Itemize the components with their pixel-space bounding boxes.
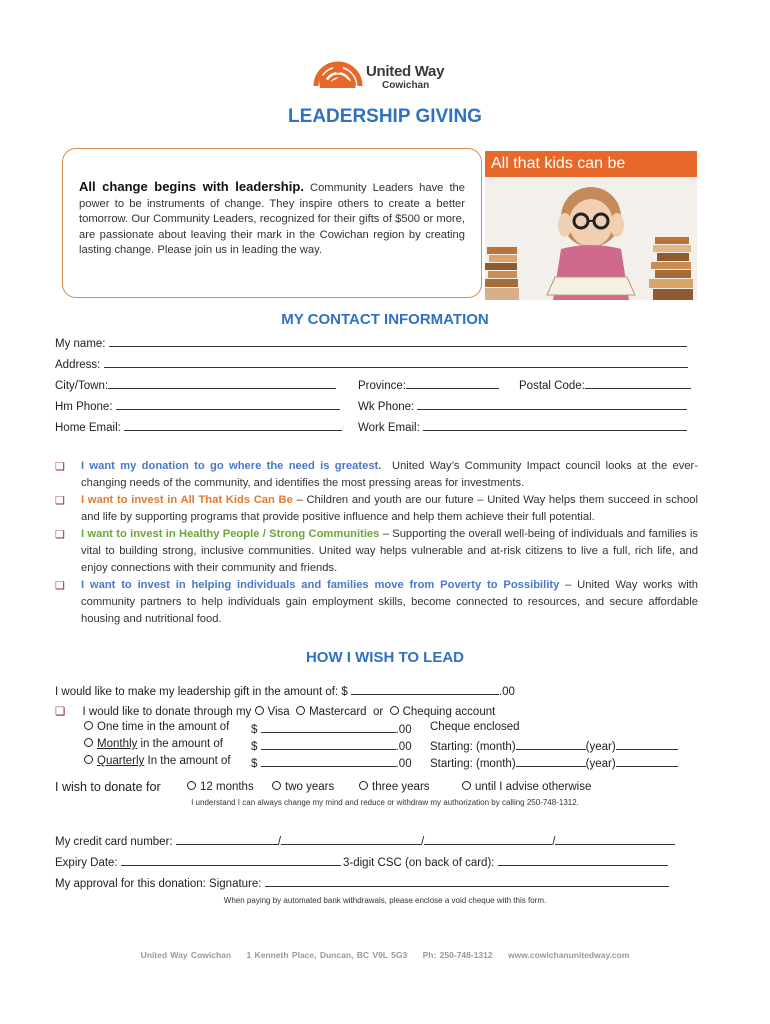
quarterly-amount-label: In the amount of xyxy=(147,755,231,767)
work-email-label: Work Email: xyxy=(358,422,420,434)
authorization-note: I understand I can always change my mind and reduce or withdraw my authorization by calling 250-748-1312. xyxy=(191,798,579,807)
or-label: or xyxy=(372,706,384,718)
monthly-amount xyxy=(251,738,412,753)
signature-field[interactable] xyxy=(265,875,669,887)
city-label: City/Town: xyxy=(55,380,109,392)
checkbox-icon[interactable]: ❏ xyxy=(55,461,65,473)
quarterly-start xyxy=(430,755,678,770)
expiry-field[interactable] xyxy=(121,854,341,866)
contact-heading: MY CONTACT INFORMATION xyxy=(281,311,489,328)
one-time-radio[interactable] xyxy=(84,721,93,730)
option-poverty[interactable] xyxy=(55,577,698,628)
cents-label: .00 xyxy=(395,758,412,770)
intro-text: All change begins with leadership. Community Leaders have the power to be instruments of change. They inspire others to create a better tomorrow. Our Community Leaders, recognized for their gifts of $500 or more, are passionate about leaving their mark in the Cowichan region by creating lasting change. Please join us in leading the way. xyxy=(79,179,465,256)
postal-field[interactable] xyxy=(585,377,691,389)
footer-org: United Way Cowichan xyxy=(140,950,232,960)
footer-web[interactable]: www.cowichanunitedway.com xyxy=(508,950,630,960)
option-4-text: – United Way works with community partners to help individuals gain employment skills, become connected to resources, and secure affordable housing and nutritional food. xyxy=(81,579,699,625)
address-label: Address: xyxy=(55,359,101,371)
united-way-logo xyxy=(312,42,462,94)
logo-name: United Way xyxy=(366,63,445,80)
home-email-label: Home Email: xyxy=(55,422,121,434)
address-field[interactable] xyxy=(104,356,688,368)
cents-label: .00 xyxy=(395,741,412,753)
monthly-amount-label: in the amount of xyxy=(140,738,223,750)
monthly-radio[interactable] xyxy=(84,738,93,747)
visa-radio[interactable] xyxy=(255,706,264,715)
void-cheque-note: When paying by automated bank withdrawals, please enclose a void cheque with this form. xyxy=(223,896,547,905)
one-time-amount-field[interactable] xyxy=(261,721,396,733)
dollar-sign: $ xyxy=(251,741,258,753)
option-1-text: United Way’s Community Impact council looks at the ever-changing needs of the community, and identifies the most pressing areas for investments. xyxy=(81,460,699,489)
duration-until-advise[interactable] xyxy=(462,781,591,793)
csc-label: 3-digit CSC (on back of card): xyxy=(343,857,495,869)
one-time-amount xyxy=(251,721,412,736)
checkbox-icon[interactable]: ❏ xyxy=(55,495,65,507)
approval-row xyxy=(55,875,669,890)
monthly-row xyxy=(84,738,223,750)
radio-icon[interactable] xyxy=(462,781,471,790)
gift-row xyxy=(55,683,515,698)
hm-phone-row xyxy=(55,398,340,413)
quarterly-start-month-field[interactable] xyxy=(516,755,586,767)
checkbox-icon[interactable]: ❏ xyxy=(55,706,66,718)
photo-banner: All that kids can be xyxy=(485,151,697,177)
footer-address: 1 Kenneth Place, Duncan, BC V9L 5G3 xyxy=(246,950,408,960)
csc-row xyxy=(343,854,668,869)
province-field[interactable] xyxy=(406,377,499,389)
checkbox-icon[interactable]: ❏ xyxy=(55,529,65,541)
monthly-start-year-field[interactable] xyxy=(616,738,678,750)
donate-through-row xyxy=(55,704,495,718)
name-label: My name: xyxy=(55,338,106,350)
card-part-1-field[interactable] xyxy=(176,833,278,845)
card-part-3-field[interactable] xyxy=(424,833,552,845)
intro-heading: All change begins with leadership xyxy=(79,179,301,194)
duration-three-years[interactable] xyxy=(359,781,430,793)
visa-label: Visa xyxy=(267,706,290,718)
footer xyxy=(0,950,770,960)
logo-sub: Cowichan xyxy=(382,80,430,91)
option-greatest-need[interactable] xyxy=(55,458,698,492)
checkbox-icon[interactable]: ❏ xyxy=(55,580,65,592)
option-4-title: I want to invest in helping individuals and families move from Poverty to Possibility xyxy=(81,579,560,591)
gift-amount-field[interactable] xyxy=(351,683,499,695)
intro-body: Community Leaders have the power to be instruments of change. They inspire others to create a better tomorrow. Our Community Leaders, recognized for their gifts of $500 or more, are passionate about leaving their mark in the Cowichan region by creating lasting change. Please join us in leading the way. xyxy=(79,182,465,256)
kids-photo xyxy=(485,151,697,300)
dollar-sign: $ xyxy=(251,724,258,736)
hm-phone-field[interactable] xyxy=(116,398,340,410)
credit-card-row: My credit card number: / / / xyxy=(55,833,675,848)
one-time-label: One time in the amount of xyxy=(97,721,230,733)
quarterly-amount xyxy=(251,755,412,770)
quarterly-row xyxy=(84,755,231,767)
gift-label: I would like to make my leadership gift in the amount of: $ xyxy=(55,686,348,698)
duration-label: I wish to donate for xyxy=(55,780,161,794)
duration-two-years-label: two years xyxy=(285,781,335,793)
postal-label: Postal Code: xyxy=(519,380,585,392)
city-field[interactable] xyxy=(108,377,336,389)
option-3-title: I want to invest in Healthy People / Strong Communities xyxy=(81,528,380,540)
monthly-amount-field[interactable] xyxy=(261,738,396,750)
united-way-hand-icon xyxy=(312,42,364,94)
page-title: LEADERSHIP GIVING xyxy=(288,106,482,127)
one-time-row xyxy=(84,721,229,733)
option-2-title: I want to invest in All That Kids Can Be xyxy=(81,494,293,506)
approval-label: My approval for this donation: Signature: xyxy=(55,878,262,890)
card-part-4-field[interactable] xyxy=(555,833,675,845)
city-row xyxy=(55,377,336,392)
cheque-enclosed: Cheque enclosed xyxy=(430,721,520,733)
quarterly-start-year-field[interactable] xyxy=(616,755,678,767)
gift-cents: .00 xyxy=(498,686,515,698)
card-part-2-field[interactable] xyxy=(281,833,421,845)
option-2-text: – Children and youth are our future – United Way helps them succeed in school and life by supporting programs that provide positive influence and help them achieve their full potential. xyxy=(81,494,699,523)
duration-until-advise-label: until I advise otherwise xyxy=(475,781,592,793)
home-email-row xyxy=(55,419,342,434)
starting-label: Starting: (month) xyxy=(430,741,516,753)
monthly-start-month-field[interactable] xyxy=(516,738,586,750)
option-3-text: – Supporting the overall well-being of individuals and families is vital to building strong, inclusive communities. United way helps vulnerable and at-risk citizens to live a full, rich life, and enjoy connections with their community and friends. xyxy=(81,528,698,574)
csc-field[interactable] xyxy=(498,854,668,866)
mastercard-label: Mastercard xyxy=(309,706,367,718)
expiry-label: Expiry Date: xyxy=(55,857,118,869)
intro-callout xyxy=(62,148,482,298)
chequing-radio[interactable] xyxy=(390,706,399,715)
option-1-title: I want my donation to go where the need is greatest. xyxy=(81,460,382,472)
lead-heading: HOW I WISH TO LEAD xyxy=(305,649,465,666)
name-row xyxy=(55,335,687,350)
duration-three-years-label: three years xyxy=(372,781,430,793)
quarterly-radio[interactable] xyxy=(84,755,93,764)
starting-label: Starting: (month) xyxy=(430,758,516,770)
postal-row xyxy=(519,377,691,392)
home-email-field[interactable] xyxy=(124,419,342,431)
work-email-field[interactable] xyxy=(423,419,687,431)
duration-12-months[interactable] xyxy=(187,781,254,793)
quarterly-amount-field[interactable] xyxy=(261,755,396,767)
donate-through-label: I would like to donate through my xyxy=(82,706,252,718)
province-label: Province: xyxy=(358,380,406,392)
work-email-row xyxy=(358,419,687,434)
expiry-row xyxy=(55,854,341,869)
option-kids[interactable] xyxy=(55,492,698,526)
wk-phone-label: Wk Phone: xyxy=(358,401,415,413)
quarterly-label: Quarterly xyxy=(97,755,145,767)
province-row xyxy=(358,377,499,392)
credit-card-label: My credit card number: xyxy=(55,836,173,848)
footer-phone: Ph: 250-748-1312 xyxy=(422,950,493,960)
chequing-label: Chequing account xyxy=(402,706,496,718)
option-healthy-people[interactable] xyxy=(55,526,698,577)
monthly-label: Monthly xyxy=(97,738,138,750)
child-reading-illustration xyxy=(485,177,697,300)
wk-phone-row xyxy=(358,398,687,413)
radio-icon[interactable] xyxy=(359,781,368,790)
duration-two-years[interactable] xyxy=(272,781,334,793)
radio-icon[interactable] xyxy=(187,781,196,790)
duration-12-months-label: 12 months xyxy=(200,781,254,793)
name-field[interactable] xyxy=(109,335,687,347)
year-label: (year) xyxy=(585,758,616,770)
address-row xyxy=(55,356,688,371)
monthly-start xyxy=(430,738,678,753)
radio-icon[interactable] xyxy=(272,781,281,790)
year-label: (year) xyxy=(585,741,616,753)
dollar-sign: $ xyxy=(251,758,258,770)
wk-phone-field[interactable] xyxy=(417,398,687,410)
mastercard-radio[interactable] xyxy=(296,706,305,715)
hm-phone-label: Hm Phone: xyxy=(55,401,113,413)
cents-label: .00 xyxy=(395,724,412,736)
